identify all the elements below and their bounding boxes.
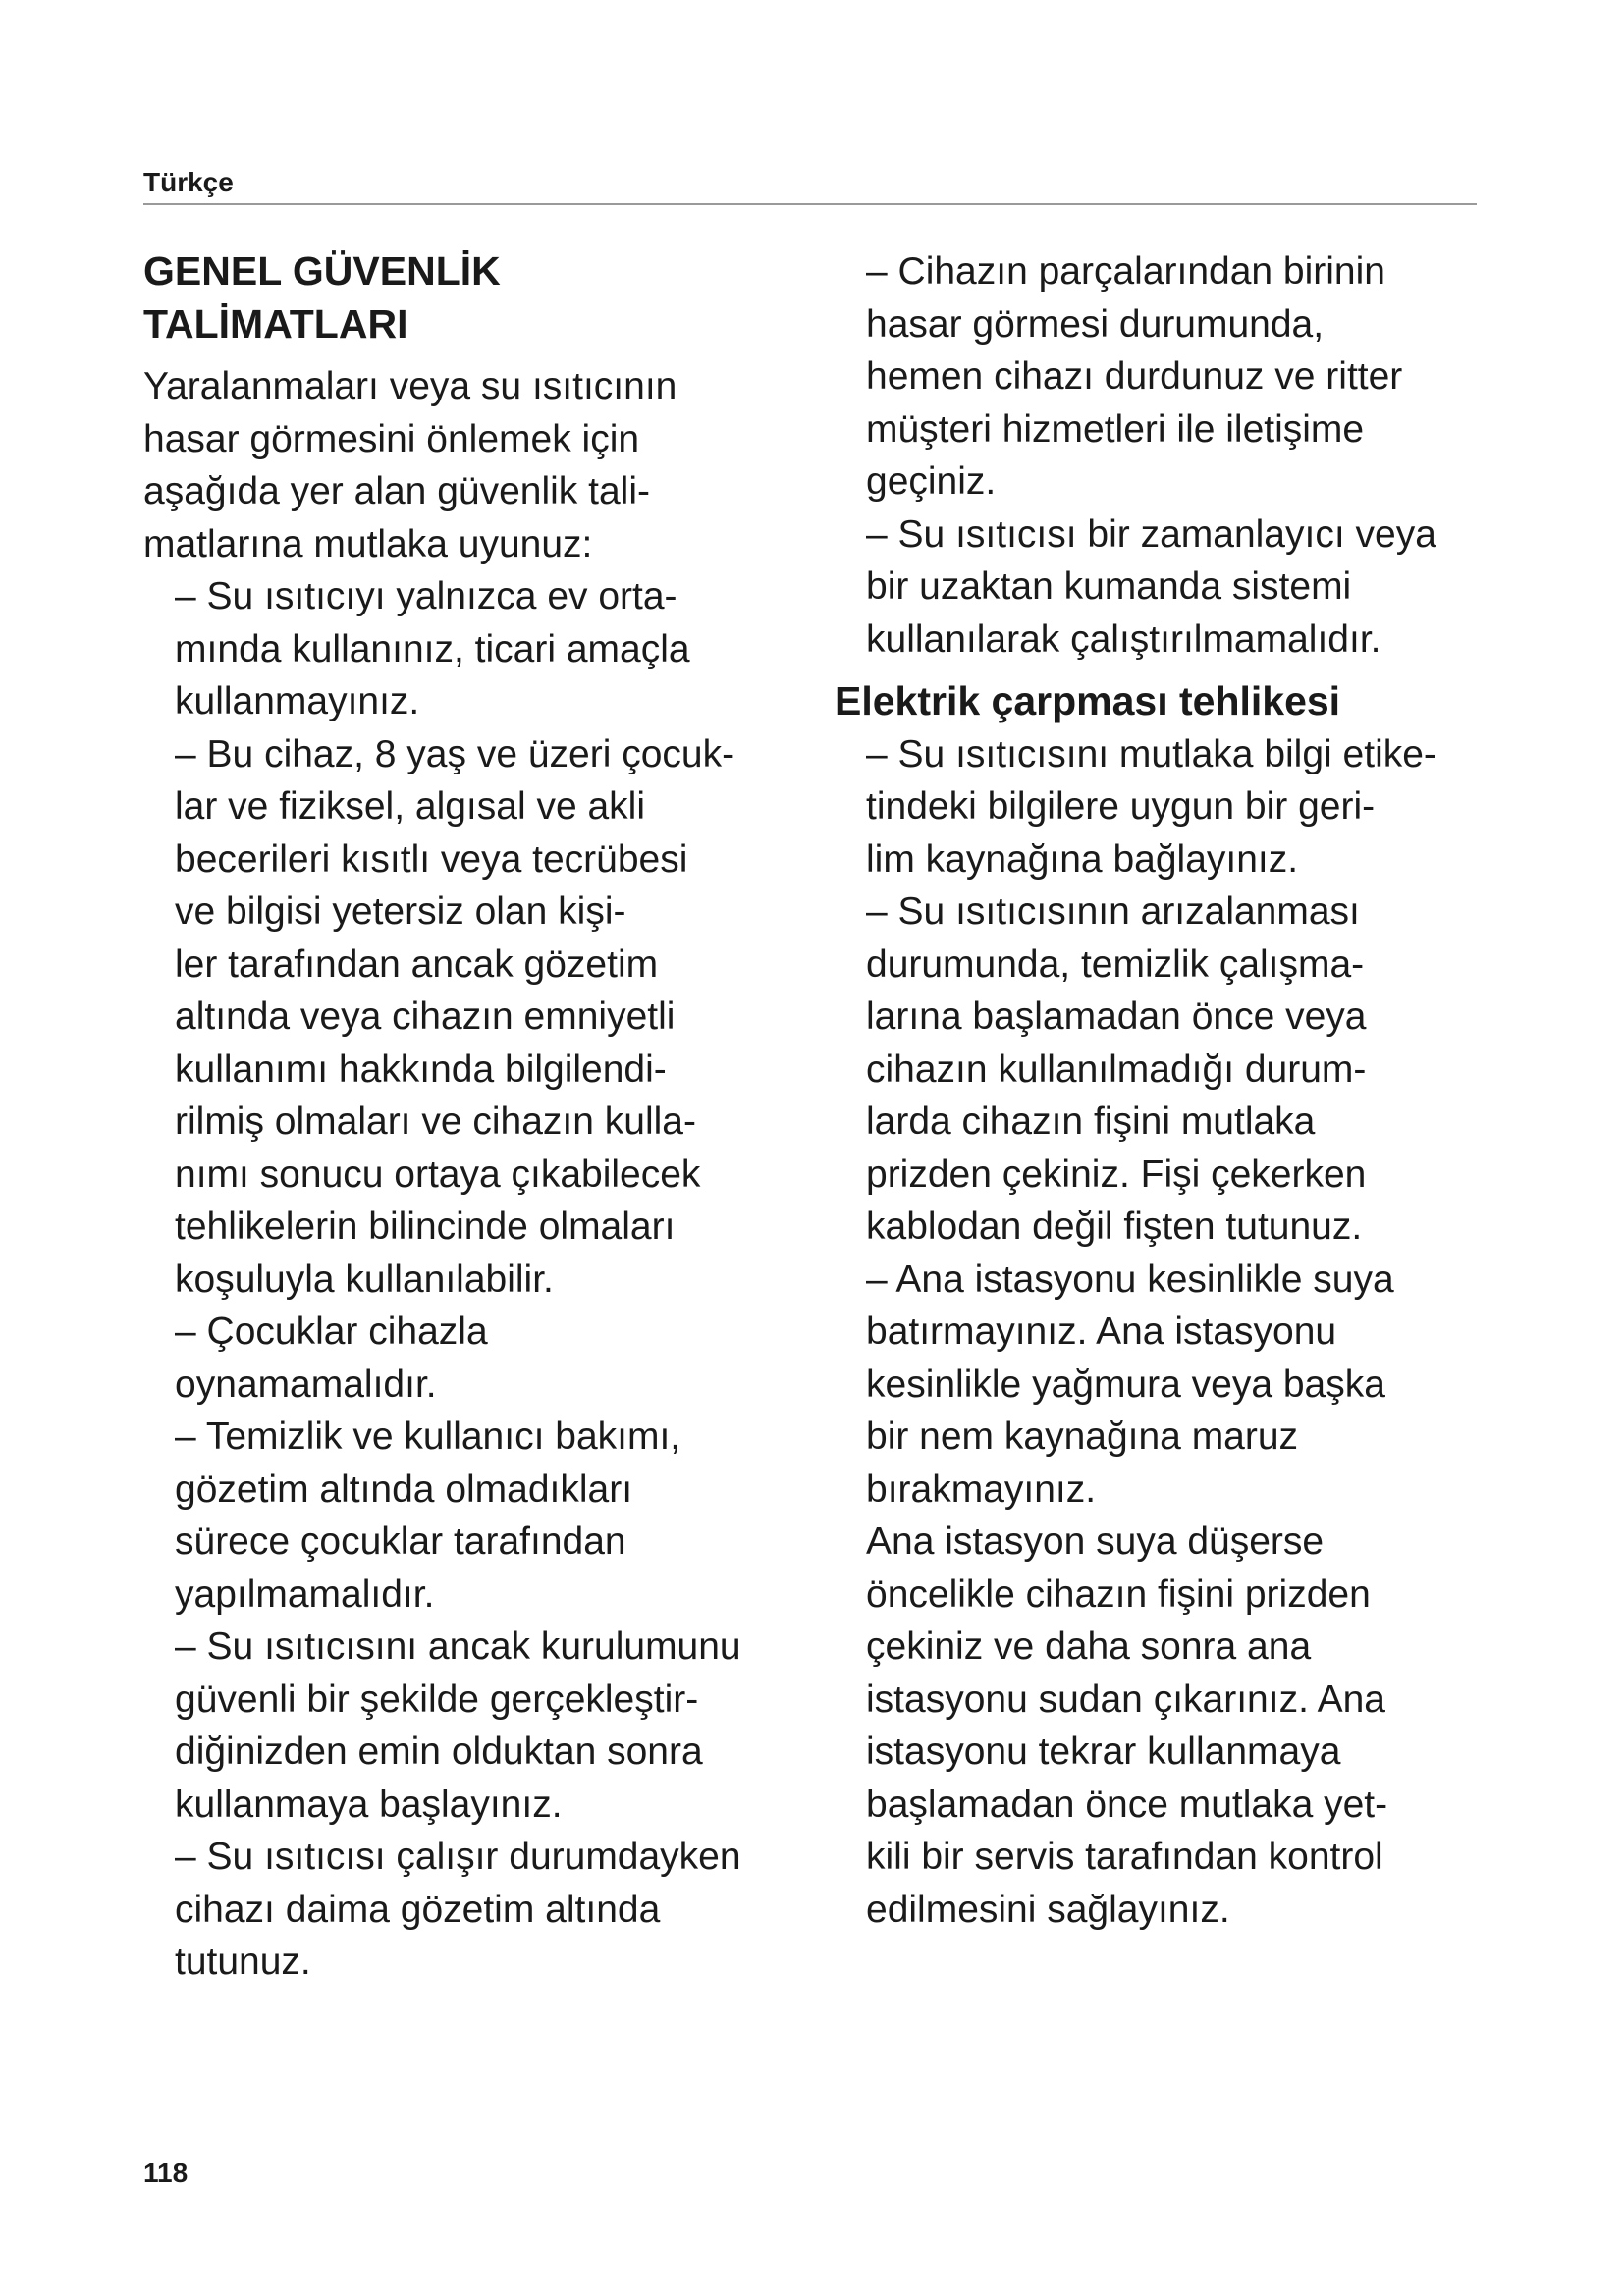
item-line: kesinlikle yağmura veya başka — [866, 1362, 1385, 1406]
item-line: – Su ısıtıcısını mutlaka bilgi etike- — [866, 732, 1436, 775]
item-line: – Temizlik ve kullanıcı bakımı, — [175, 1415, 681, 1458]
item-line: bir nem kaynağına maruz — [866, 1415, 1299, 1458]
item-line: oynamamalıdır. — [175, 1362, 437, 1406]
safety-item — [835, 508, 1542, 667]
item-line: ler tarafından ancak gözetim — [175, 942, 659, 986]
section-heading: TALİMATLARI — [143, 300, 408, 347]
item-line: larda cihazın fişini mutlaka — [866, 1100, 1316, 1143]
item-line: yapılmamalıdır. — [175, 1573, 435, 1616]
item-line: larına başlamadan önce veya — [866, 995, 1367, 1038]
item-line: sürece çocuklar tarafından — [175, 1521, 626, 1563]
item-line: kullanımı hakkında bilgilendi- — [175, 1047, 667, 1091]
intro-line: hasar görmesini önlemek için — [143, 417, 640, 460]
item-line: tindeki bilgilere uygun bir geri- — [866, 785, 1376, 828]
item-line: müşteri hizmetleri ile iletişime — [866, 407, 1365, 451]
safety-item — [835, 245, 1542, 508]
item-line: – Su ısıtıcısı çalışır durumdayken — [175, 1836, 741, 1878]
item-line: – Su ısıtıcısı bir zamanlayıcı veya — [866, 512, 1436, 556]
item-line: koşuluyla kullanılabilir. — [175, 1257, 554, 1301]
item-line: kili bir servis tarafından kontrol — [866, 1836, 1383, 1878]
item-line: edilmesini sağlayınız. — [866, 1888, 1230, 1931]
item-line: durumunda, temizlik çalışma- — [866, 942, 1365, 986]
item-line: lim kaynağına bağlayınız. — [866, 837, 1299, 881]
item-line: prizden çekiniz. Fişi çekerken — [866, 1152, 1367, 1196]
item-line: tutunuz. — [175, 1941, 311, 1983]
item-line: istasyonu sudan çıkarınız. Ana — [866, 1678, 1385, 1721]
item-line: – Bu cihaz, 8 yaş ve üzeri çocuk- — [175, 732, 735, 775]
safety-item — [143, 570, 831, 728]
item-line: başlamadan önce mutlaka yet- — [866, 1783, 1388, 1826]
item-line: batırmayınız. Ana istasyonu — [866, 1310, 1337, 1353]
item-line: tehlikelerin bilincinde olmaları — [175, 1205, 676, 1248]
item-line: – Su ısıtıcısının arızalanması — [866, 890, 1360, 933]
item-line: altında veya cihazın emniyetli — [175, 995, 676, 1038]
safety-item — [143, 1411, 831, 1621]
item-line: hemen cihazı durdunuz ve ritter — [866, 355, 1403, 398]
item-line: bırakmayınız. — [866, 1468, 1097, 1511]
page-number: 118 — [143, 2158, 189, 2188]
section-heading: GENEL GÜVENLİK — [143, 248, 501, 294]
header-divider — [143, 203, 1477, 205]
item-line: kullanılarak çalıştırılmamalıdır. — [866, 617, 1381, 661]
item-line: cihazı daima gözetim altında — [175, 1888, 661, 1931]
item-line: güvenli bir şekilde gerçekleştir- — [175, 1678, 699, 1721]
item-line: becerileri kısıtlı veya tecrübesi — [175, 837, 688, 881]
item-line: kullanmaya başlayınız. — [175, 1783, 563, 1826]
item-line: ve bilgisi yetersiz olan kişi- — [175, 890, 626, 933]
language-label: Türkçe — [143, 167, 234, 197]
item-line: – Ana istasyonu kesinlikle suya — [866, 1257, 1394, 1301]
item-line: diğinizden emin olduktan sonra — [175, 1731, 703, 1773]
item-line: bir uzaktan kumanda sistemi — [866, 565, 1352, 608]
item-line: nımı sonucu ortaya çıkabilecek — [175, 1152, 701, 1196]
item-line: kablodan değil fişten tutunuz. — [866, 1205, 1363, 1248]
item-line: lar ve fiziksel, algısal ve akli — [175, 785, 646, 828]
intro-line: matlarına mutlaka uyunuz: — [143, 522, 593, 565]
item-line: cihazın kullanılmadığı durum- — [866, 1047, 1367, 1091]
left-column — [143, 245, 831, 1989]
item-line: – Su ısıtıcıyı yalnızca ev orta- — [175, 575, 677, 617]
safety-item — [143, 1621, 831, 1831]
subsection-heading: Elektrik çarpması tehlikesi — [835, 678, 1341, 723]
item-line: hasar görmesi durumunda, — [866, 302, 1325, 346]
item-line: Ana istasyon suya düşerse — [866, 1521, 1325, 1563]
item-line: mında kullanınız, ticari amaçla — [175, 627, 690, 670]
safety-item — [143, 1831, 831, 1989]
safety-item — [835, 1254, 1542, 1937]
safety-item — [143, 1306, 831, 1411]
item-line: kullanmayınız. — [175, 680, 420, 722]
item-line: – Su ısıtıcısını ancak kurulumunu — [175, 1626, 741, 1668]
item-line: – Cihazın parçalarından birinin — [866, 250, 1385, 293]
item-line: istasyonu tekrar kullanmaya — [866, 1731, 1341, 1773]
item-line: geçiniz. — [866, 460, 997, 503]
safety-item — [143, 728, 831, 1307]
item-line: çekiniz ve daha sonra ana — [866, 1626, 1312, 1668]
intro-line: aşağıda yer alan güvenlik tali- — [143, 470, 650, 512]
item-line: öncelikle cihazın fişini prizden — [866, 1573, 1371, 1616]
item-line: – Çocuklar cihazla — [175, 1310, 488, 1353]
item-line: rilmiş olmaları ve cihazın kulla- — [175, 1100, 696, 1143]
item-line: gözetim altında olmadıkları — [175, 1468, 633, 1511]
right-column — [835, 245, 1542, 1936]
intro-line: Yaralanmaları veya su ısıtıcının — [143, 365, 677, 407]
safety-item — [835, 728, 1542, 886]
safety-item — [835, 885, 1542, 1254]
